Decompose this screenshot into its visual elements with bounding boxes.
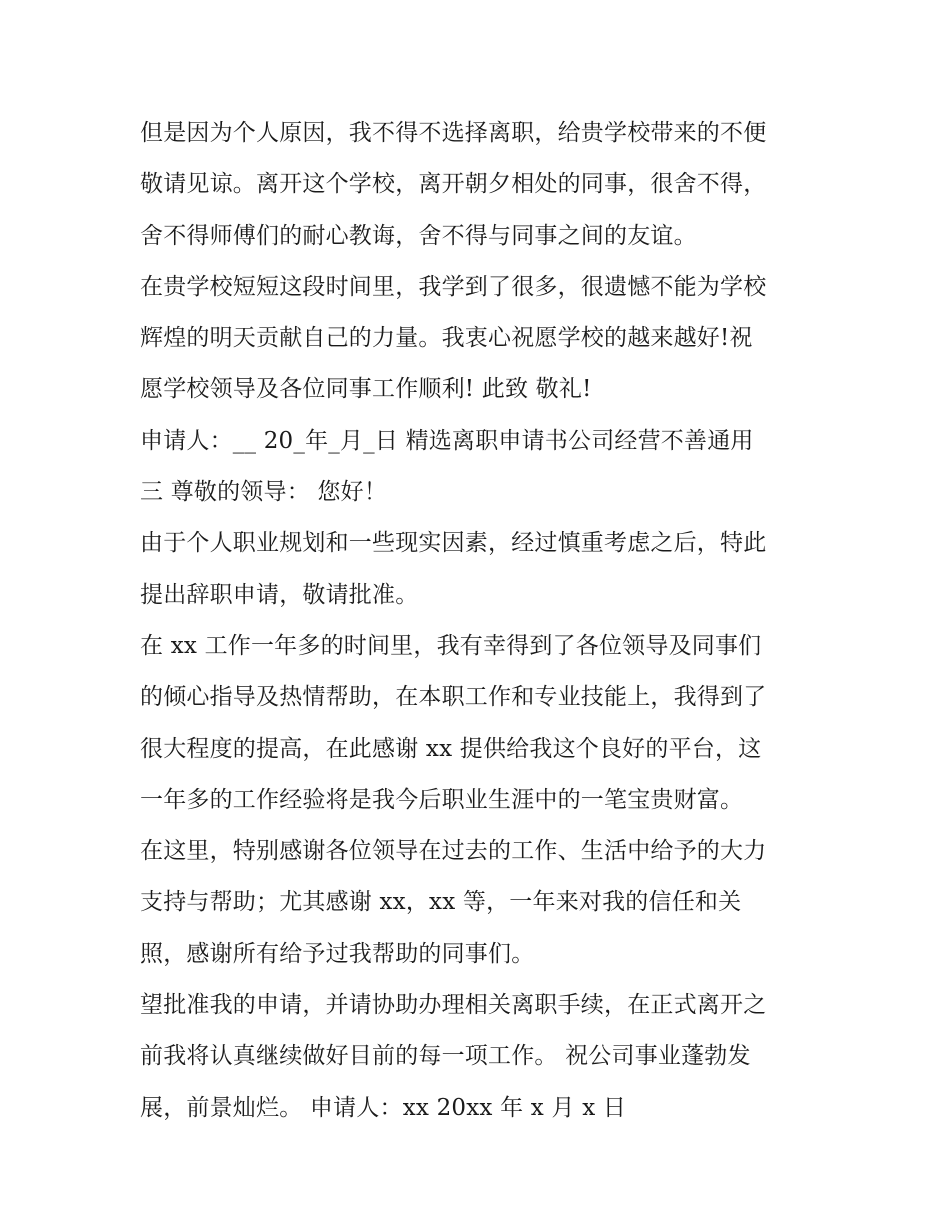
text-line: 在 xx 工作一年多的时间里，我有幸得到了各位领导及同事们 bbox=[140, 632, 762, 659]
text-line: 提出辞职申请，敬请批准。 bbox=[140, 581, 419, 608]
text-line: 一年多的工作经验将是我今后职业生涯中的一笔宝贵财富。 bbox=[140, 786, 744, 813]
text-line: 展，前景灿烂。 申请人：xx 20xx 年 x 月 x 日 bbox=[140, 1094, 627, 1121]
text-line: 由于个人职业规划和一些现实因素，经过慎重考虑之后，特此 bbox=[140, 530, 767, 557]
text-line: 前我将认真继续做好目前的每一项工作。 祝公司事业蓬勃发 bbox=[140, 1043, 751, 1070]
text-line: 照，感谢所有给予过我帮助的同事们。 bbox=[140, 940, 535, 967]
text-line: 辉煌的明天贡献自己的力量。我衷心祝愿学校的越来越好!祝 bbox=[140, 325, 753, 352]
text-line: 在这里，特别感谢各位领导在过去的工作、生活中给予的大力 bbox=[140, 838, 767, 865]
text-line: 愿学校领导及各位同事工作顺利! 此致 敬礼! bbox=[140, 376, 592, 403]
text-line: 望批准我的申请，并请协助办理相关离职手续，在正式离开之 bbox=[140, 992, 767, 1019]
text-line: 的倾心指导及热情帮助，在本职工作和专业技能上，我得到了 bbox=[140, 684, 767, 711]
text-line: 申请人：__ 20_年_月_日 精选离职申请书公司经营不善通用 bbox=[140, 427, 754, 454]
text-line: 在贵学校短短这段时间里，我学到了很多，很遗憾不能为学校 bbox=[140, 273, 767, 300]
text-line: 敬请见谅。离开这个学校，离开朝夕相处的同事，很舍不得， bbox=[140, 171, 767, 198]
document-body bbox=[140, 108, 820, 1134]
text-line: 很大程度的提高，在此感谢 xx 提供给我这个良好的平台，这 bbox=[140, 735, 762, 762]
text-line: 三 尊敬的领导： 您好！ bbox=[140, 479, 388, 506]
text-line: 但是因为个人原因，我不得不选择离职，给贵学校带来的不便 bbox=[140, 120, 767, 146]
text-line: 支持与帮助；尤其感谢 xx，xx 等，一年来对我的信任和关 bbox=[140, 889, 742, 916]
text-line: 舍不得师傅们的耐心教诲，舍不得与同事之间的友谊。 bbox=[140, 222, 697, 249]
